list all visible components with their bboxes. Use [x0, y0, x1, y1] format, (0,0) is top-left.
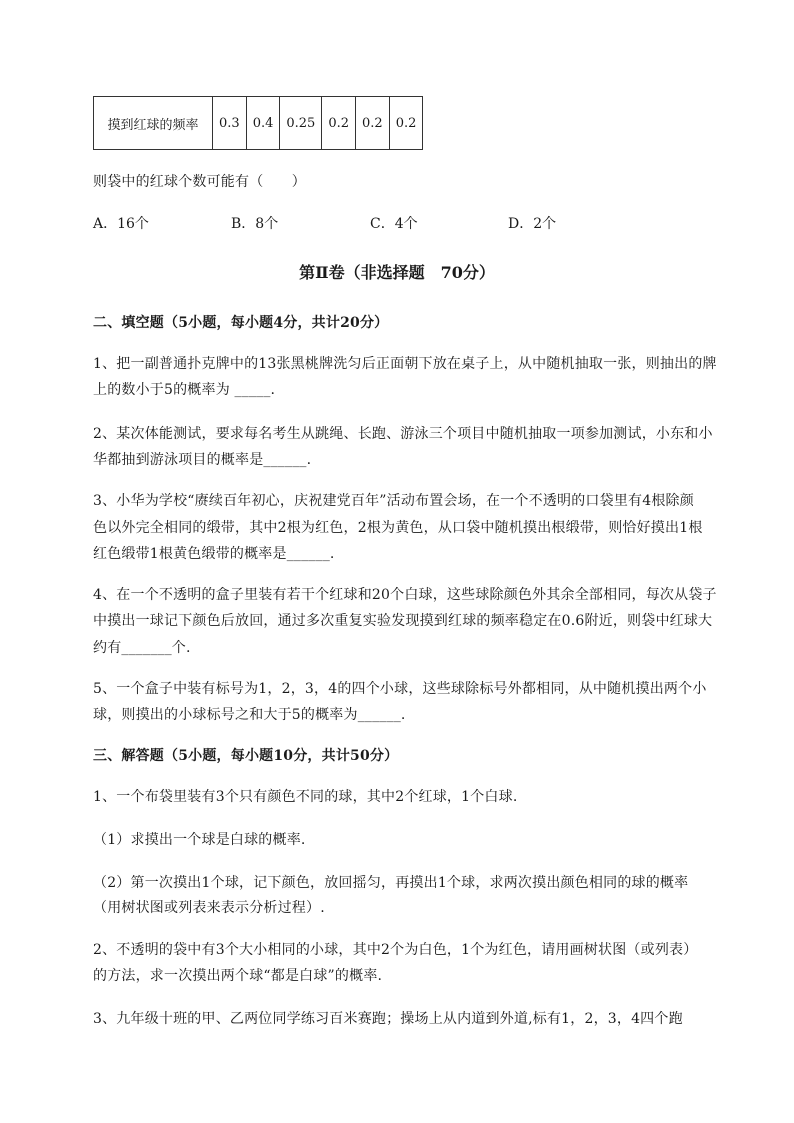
fill-line: 4、在一个不透明的盒子里装有若干个红球和20个白球，这些球除颜色外其余全部相同，每次从袋子 — [93, 587, 717, 603]
solve-line: 的方法，求一次摸出两个球“都是白球”的概率. — [93, 968, 383, 984]
table-cell: 0.2 — [356, 97, 390, 150]
fill-line: 5、一个盒子中装有标号为1，2，3，4的四个小球，这些球除标号外都相同，从中随机摸出两个小 — [93, 681, 707, 697]
solve-line: （用树状图或列表来表示分析过程）. — [93, 900, 325, 916]
table-row — [94, 97, 423, 150]
table-cell: 0.2 — [389, 97, 423, 150]
fill-line: 2、某次体能测试，要求每名考生从跳绳、长跑、游泳三个项目中随机抽取一项参加测试，小东和小 — [93, 426, 713, 442]
table-cell: 0.2 — [322, 97, 356, 150]
option-d: D．2个 — [508, 216, 557, 232]
part-two-title: 第Ⅱ卷（非选择题 70分） — [299, 263, 495, 282]
question-stem: 则袋中的红球个数可能有（ ） — [93, 174, 306, 190]
option-b: B．8个 — [231, 216, 279, 232]
solve-line: 2、不透明的袋中有3个大小相同的小球，其中2个为白色，1个为红色，请用画树状图（或列表） — [93, 942, 698, 958]
fill-line: 约有_______个. — [93, 640, 191, 656]
option-c: C．4个 — [370, 216, 418, 232]
fill-line: 红色缎带1根黄色缎带的概率是______. — [93, 546, 335, 562]
section-heading-solve: 三、解答题（5小题，每小题10分，共计50分） — [93, 748, 399, 764]
section-heading-fill: 二、填空题（5小题，每小题4分，共计20分） — [93, 315, 389, 331]
solve-line: （2）第一次摸出1个球，记下颜色，放回摇匀，再摸出1个球，求两次摸出颜色相同的球的概率 — [93, 875, 689, 891]
fill-line: 1、把一副普通扑克牌中的13张黑桃牌洗匀后正面朝下放在桌子上，从中随机抽取一张，则抽出的牌 — [93, 356, 717, 372]
solve-line: （1）求摸出一个球是白球的概率. — [93, 832, 306, 848]
frequency-table — [93, 96, 423, 150]
fill-line: 球，则摸出的小球标号之和大于5的概率为______. — [93, 707, 406, 723]
fill-line: 中摸出一球记下颜色后放回，通过多次重复实验发现摸到红球的频率稳定在0.6附近，则袋中红球大 — [93, 613, 713, 629]
fill-line: 华都抽到游泳项目的概率是______. — [93, 452, 312, 468]
fill-line: 3、小华为学校“赓续百年初心，庆祝建党百年”活动布置会场，在一个不透明的口袋里有4根除颜 — [93, 493, 694, 509]
option-a: A．16个 — [93, 216, 149, 232]
table-cell: 0.4 — [246, 97, 280, 150]
table-cell: 0.25 — [280, 97, 322, 150]
fill-line: 色以外完全相同的缎带，其中2根为红色，2根为黄色，从口袋中随机摸出根缎带，则恰好摸出1根 — [93, 520, 703, 536]
solve-line: 1、一个布袋里装有3个只有颜色不同的球，其中2个红球，1个白球. — [93, 789, 518, 805]
fill-line: 上的数小于5的概率为 _____. — [93, 382, 276, 398]
solve-line: 3、九年级十班的甲、乙两位同学练习百米赛跑；操场上从内道到外道,标有1，2，3，4四个跑 — [93, 1011, 683, 1027]
table-cell: 0.3 — [213, 97, 247, 150]
table-header-cell: 摸到红球的频率 — [94, 97, 213, 150]
